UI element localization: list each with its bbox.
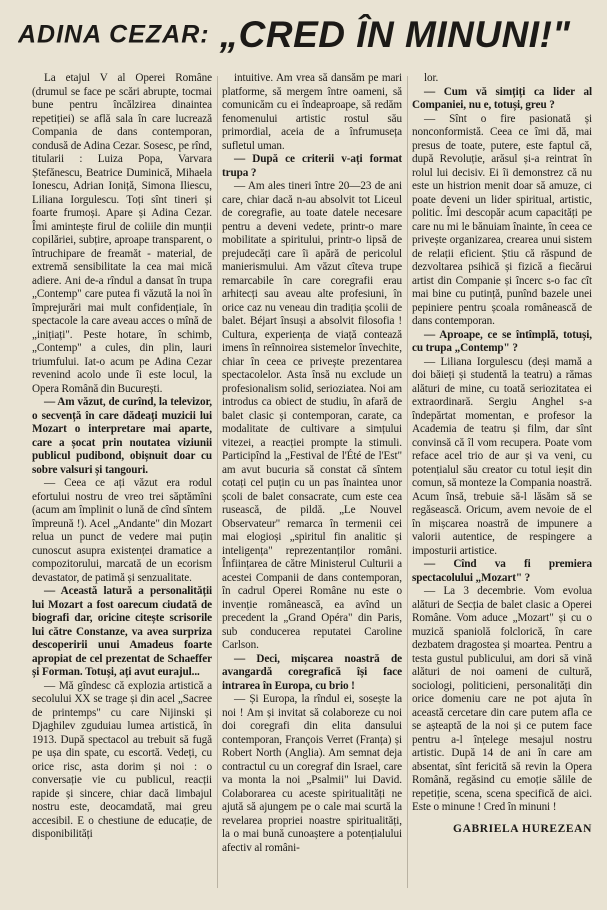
article-paragraph: — Liliana Iorgulescu (deși mamă a doi băieți și studentă la teatru) a rămas alături de mine, cu toată seriozitatea ei extraordinară. Sergiu Anghel s-a îndepărtat momentan, e profesor la Academia de teatru și film, dar sînt convinsă că îl vom recupera. Poate vom reface acel trio de aur și va veni, cu potențialul său creator cu totul ieșit din comun, să monteze la Compania noastră. Acum însă, trebuie să-l lăsăm să se regăsească. Oricum, avem nevoie de el în mișcarea noastră de impunere a valorii autentice, de respingere a imposturii artistice. — [412, 355, 592, 557]
interview-question: — După ce criterii v-ați format trupa ? — [222, 153, 402, 179]
interview-question: — Aproape, ce se întîmplă, totuși, cu trupa „Contemp" ? — [412, 328, 592, 354]
author-signature: GABRIELA HUREZEAN — [453, 822, 592, 835]
article-paragraph: — Și Europa, la rîndul ei, sosește la noi ! Am și invitat să colaboreze cu noi doi coregrafi din elita dansului contemporan, François Verret (Franța) și Robert North (Anglia). Am semnat deja contractul cu un coregraf din Israel, care va monta la noi „Psalmii" lui David. Colaborarea cu aceste spiritualități ne ajută să ajungem pe o cale mai scurtă la revelarea propriei noastre spiritualități, la o mai bună cunoaștere a potențialului afectiv al români- — [222, 693, 402, 854]
column-divider — [217, 76, 218, 888]
headline-author: ADINA CEZAR: — [18, 20, 210, 49]
article-paragraph: intuitive. Am vrea să dansăm pe mari platforme, să mergem între oameni, să comunicăm cu ei îndeaproape, să redăm fenomenului artistic rostul său primordial, aceia de a înfrumuseța sufletul uman. — [222, 72, 402, 152]
article-body — [32, 72, 594, 894]
article-paragraph: — Am ales tineri între 20—23 de ani care, chiar dacă n-au absolvit tot Liceul de coregrafie, au toate datele necesare pentru a deveni vedete, printr-o mare mobilitate a spiritului, printr-o lipsă de prejudecăți care îi apără de pericolul manierismului. Am văzut cîteva trupe remarcabile în care coregrafii erau arhitecți sau aveau alte profesiuni, în orice caz nu veneau din tradiția școlii de balet. Béjart însuși a absolvit filosofia ! Cultura, experiența de viață contează imens în reînnoirea sistemelor învechite, chiar în ceea ce privește prezentarea spectacolelor. Asta însă nu exclude un profesionalism solid, serioziatea. Noi am introdus ca obiect de studiu, în afară de balet clasic și contemporan, carate, ca modalitate de cultivare a simțului vitezei, a reacției prompte la stimuli. Participînd la „Festival de l'Été de l'Est" am avut bucuria să constat că sîntem cotați cel puțin cu un pas înaintea unor școli de balet consacrate, cum este cea rusească, de pildă. „Le Nouvel Observateur" remarca în termenii cei mai elogioși „spiritul fin analitic și inteligența" reprezentanților români. Înființarea de către Ministerul Culturii a acestei Companii de dans contemporan, în cadrul Operei Române nu este o invenție românească, ea avînd un precedent la „Grand Opéra" din Paris, sub conducerea reputatei Caroline Carlson. — [222, 180, 402, 651]
article-paragraph: — La 3 decembrie. Vom evolua alături de Secția de balet clasic a Operei Române. Vom aduce „Mozart" și cu o muzică spaniolă folclorică, în care dezbatem dragostea și moartea. Pentru a testa gustul publicului, am dori să vină alături de noi oameni de cultură, sociologi, politicieni, personalități din orice domeniu care ne pot ajuta în această cercetare din care putem afla ce se așteaptă de la noi și ce putem face pentru a-l înțelege mesajul nostru artistic. După 14 de ani în care am absentat, sînt fericită să revin la Opera Română, regăsind cu emoție sălile de repetiție, scena, scena specifică de aici. Este o minune ! Cred în minuni ! — [412, 585, 592, 813]
headline — [18, 14, 593, 74]
article-paragraph: — Mă gîndesc că explozia artistică a secolului XX se trage și din acel „Sacree de printemps" cu care Nijinski și Djaghilev zguduiau lumea artistică, în 1913. După spectacol au trebuit să fugă pe ușa din spate, cu escortă. Vedeți, cu orice risc, asta dorim și noi : o conversație vie cu publicul, reacții rapide și sincere, chiar dacă limbajul nostru este, deocamdată, mai greu accesibil. E o chestiune de educație, de disponibilități — [32, 679, 212, 840]
interview-question: — Deci, mișcarea noastră de avangardă coregrafică își face intrarea în Europa, cu brio ! — [222, 652, 402, 692]
column-divider — [407, 76, 408, 888]
article-paragraph: — Sînt o fire pasionată și nonconformistă. Ceea ce îmi dă, mai presus de toate, putere, este faptul că, după Revoluție, arăsul și-a reintrat în rolul lui decisiv. Ei îi demonstrez că nu este un histrion menit doar să amuze, ci poate deveni un lider spiritual, artistic, politic. Îmi descopăr acum capacități pe care nu mi le bănuiam înainte, în ceea ce privește organizarea, crearea unui sistem de relații eficient. Știu că răspund de dezvoltarea psihică și fizică a fiecărui artist din Companie și încerc s-o fac cît mai bine cu putință, punînd bazele unei pepiniere pentru școala românească de dans contemporan. — [412, 112, 592, 327]
article-paragraph: lor. — [424, 72, 439, 84]
article-paragraph: La etajul V al Operei Române (drumul se face pe scări abrupte, tocmai bune pentru încălzirea dinaintea repetiției) se află sala în care lucrează Compania de dans contemporan, condusă de Adina Cezar. Sosesc, pe rînd, titularii : Luiza Popa, Varvara Ștefănescu, Beatrice Duminică, Mihaela Ionescu, Adrian Ioniță, Simona Iliescu, Liliana Iorgulescu. Toți sînt tineri și foarte frumoși. Apare și Adina Cezar. Îmi amintește firul de coliile din munții copilăriei, subțire, aproape transparent, o întruchipare de freamăt - material, de extremă sensibilitate la cea mai mică adiere. Ani de-a rîndul a dansat în trupa „Contemp" care putea fi văzută la noi în împrejurări mai mult confidențiale, în spectacole la care aveau acces o mînă de „inițiați". Peste hotare, în schimb, „Contemp" a cules, din plin, lauri triumfului. Iat-o acum pe Adina Cezar revenind acolo unde îi este locul, la Opera Română din București. — [32, 72, 212, 395]
interview-question: — Am văzut, de curînd, la televizor, o secvență în care dădeați muzicii lui Mozart o interpretare mai aparte, care a șocat prin noutatea viziunii publicul pudibond, obișnuit doar cu sobre valsuri și tangouri. — [32, 396, 212, 476]
article-column-3 — [412, 72, 592, 894]
interview-question: — Cum vă simțiți ca lider al Companiei, nu e, totuși, greu ? — [412, 85, 592, 111]
headline-quote: „CRED ÎN MINUNI!" — [219, 14, 571, 55]
interview-question: — Cînd va fi premiera spectacolului „Mozart" ? — [412, 558, 592, 584]
interview-question: — Această latură a personalității lui Mozart a fost oarecum ciudată de biografi dar, oricine citește scrisorile lui către Constanze, va avea surpriza descoperirii unui Amadeus foarte apropiat de cel prezentat de Schaeffer și Forman. Totuși, ați avut eurajul... — [32, 585, 212, 678]
article-paragraph: — Ceea ce ați văzut era rodul efortului nostru de vreo trei săptămîni (acum am împlinit o lună de cînd sîntem împreună !). Acel „Andante" din Mozart relua un punct de vedere mai puțin cunoscut asupra existenței dramatice a compozitorului, marcată de un ecorism devastator, de patimă și senzualitate. — [32, 477, 212, 584]
article-column-1 — [32, 72, 212, 894]
article-column-2 — [222, 72, 402, 894]
